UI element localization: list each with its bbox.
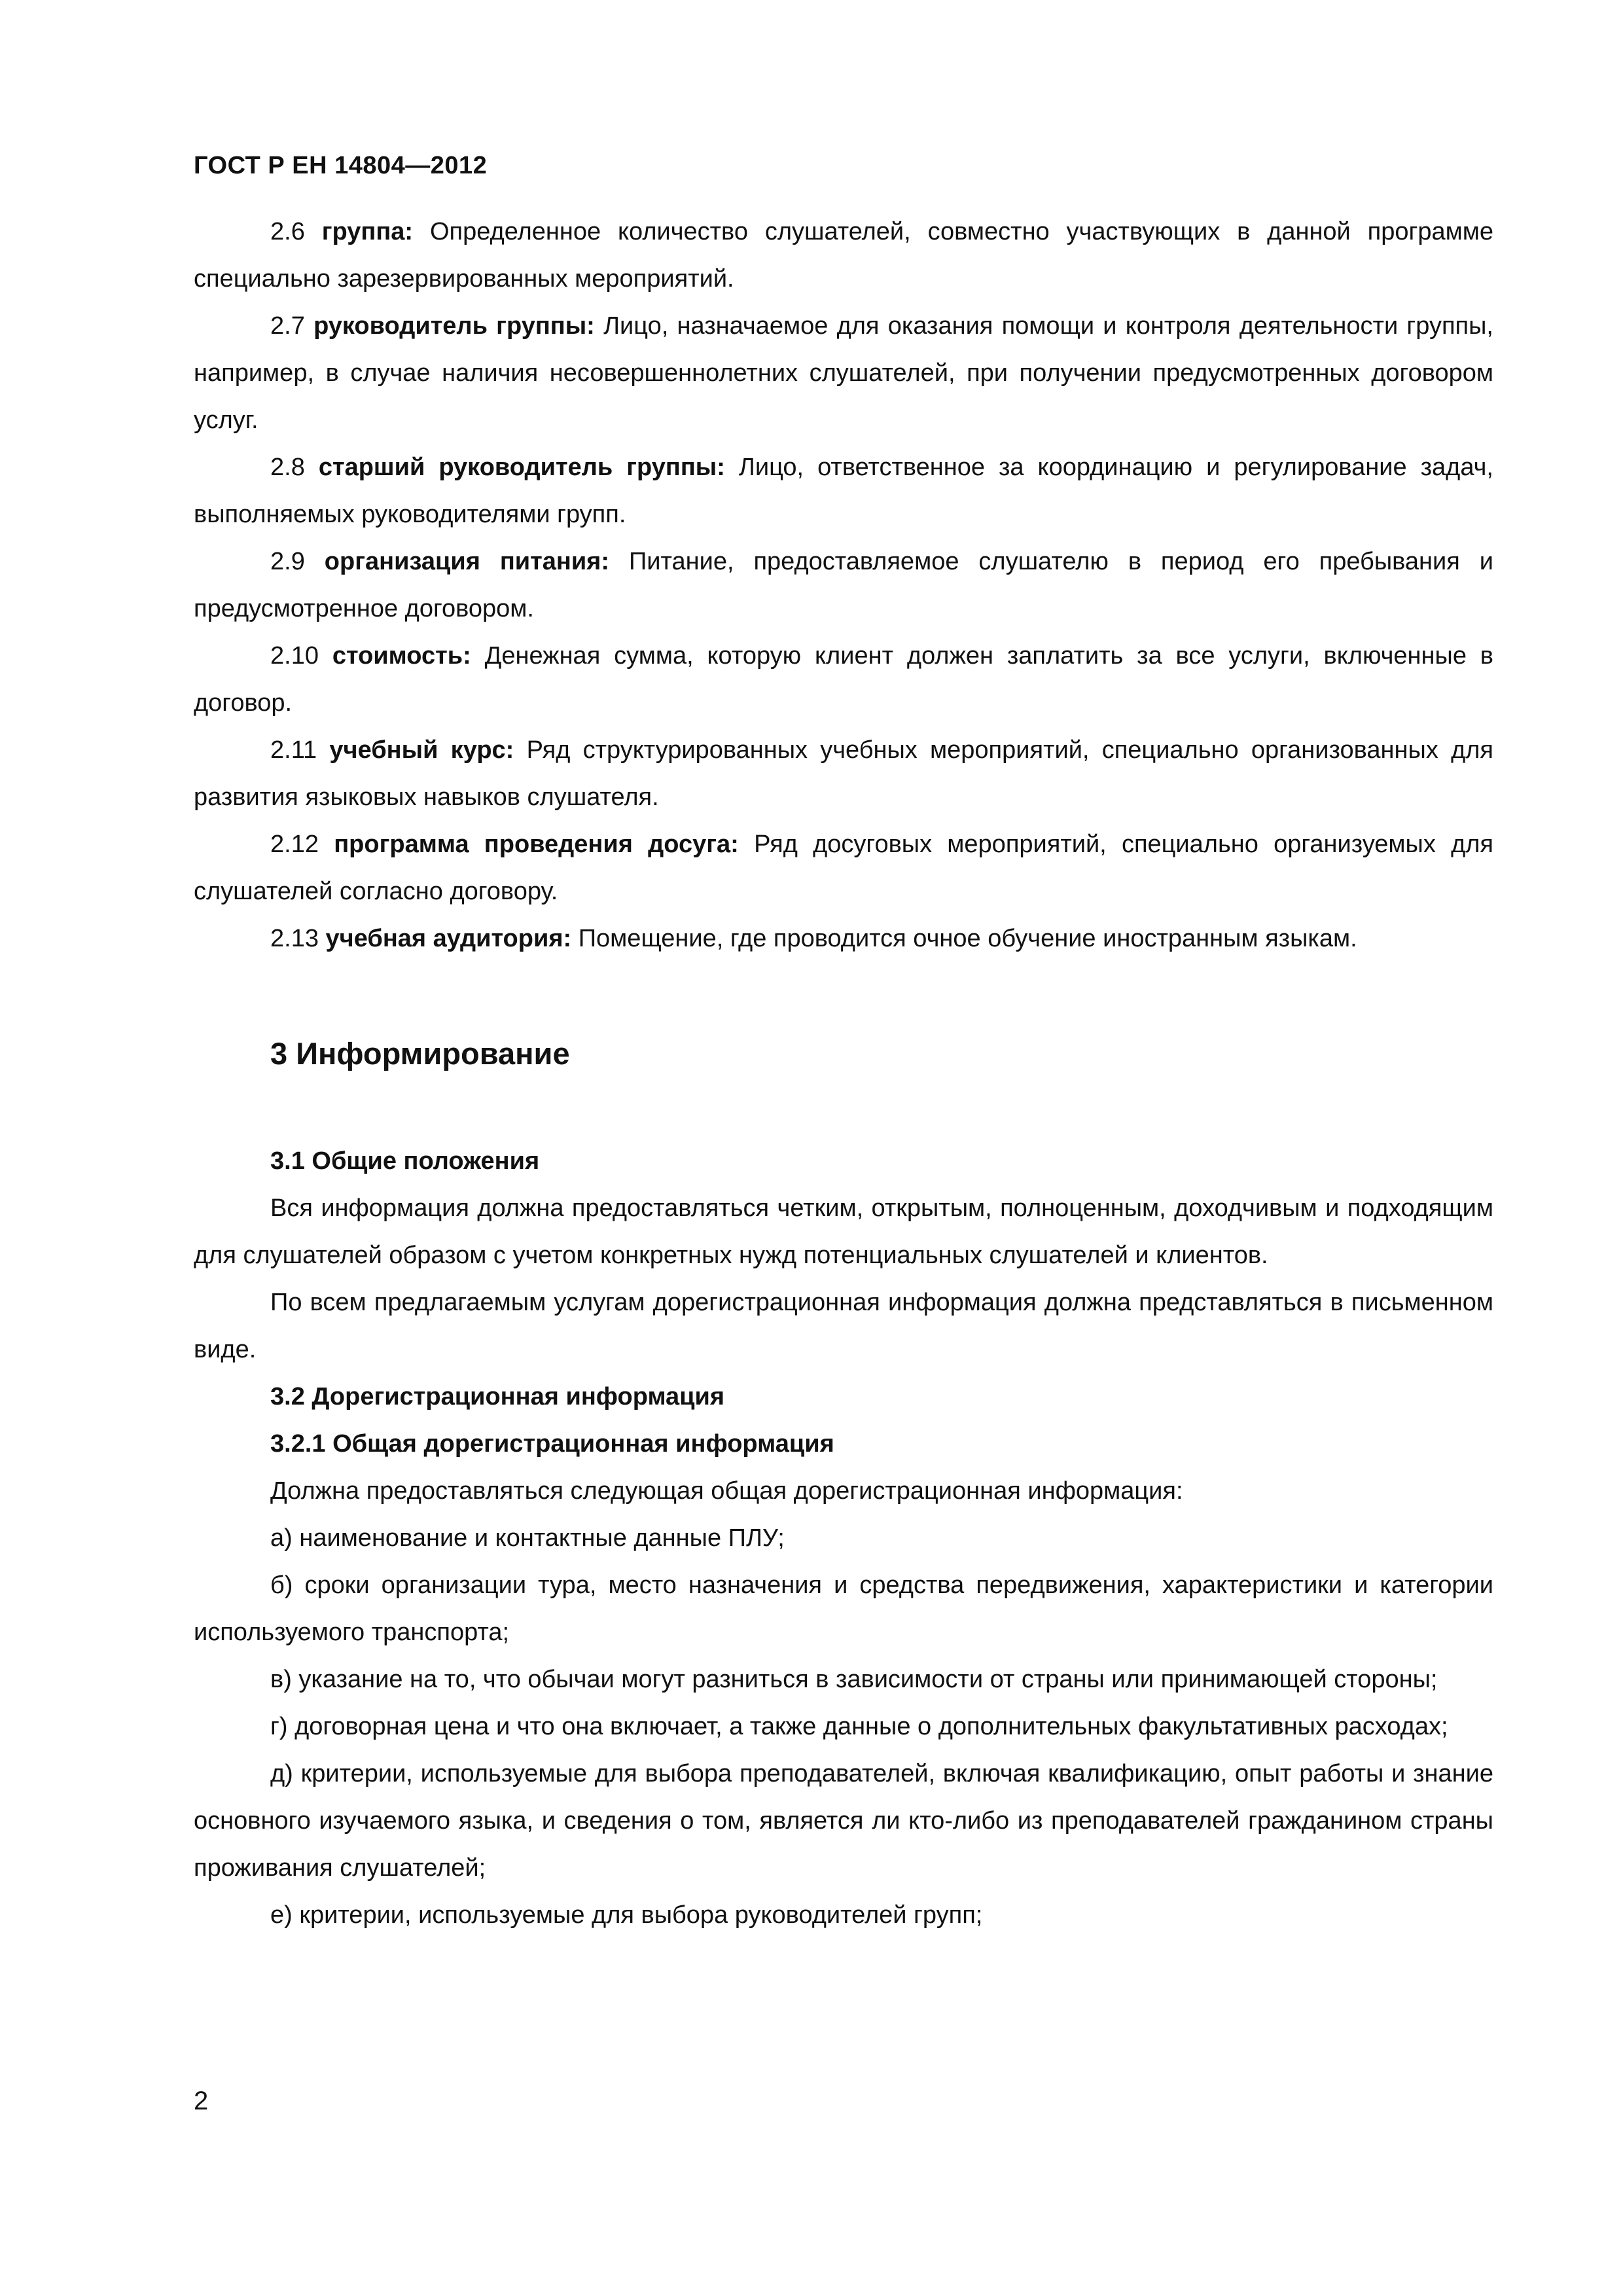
section-3-title: 3 Информирование: [270, 1036, 570, 1071]
definition-term: организация питания:: [324, 548, 610, 575]
subsection-3-2-title: 3.2 Дорегистрационная информация: [270, 1383, 725, 1410]
subsection-3-2-1-title: 3.2.1 Общая дорегистрационная информация: [270, 1430, 834, 1458]
definition-text: Лицо, назначаемое для оказания помощи и контроля деятельности группы, например, в случае наличия несовершеннолетних слушателей, при получении предусмотренных договором услуг.: [194, 312, 1493, 434]
definition-2-11: [194, 726, 1493, 821]
definition-2-13: [194, 915, 1493, 962]
definition-text: Денежная сумма, которую клиент должен заплатить за все услуги, включенные в договор.: [194, 642, 1493, 717]
list-item: е) критерии, используемые для выбора руководителей групп;: [270, 1901, 983, 1929]
definition-2-8: [194, 444, 1493, 538]
definition-number: 2.10: [270, 642, 319, 670]
document-body: [194, 208, 1493, 1939]
definition-term: учебная аудитория:: [325, 925, 572, 952]
definition-text: Определенное количество слушателей, совместно участвующих в данной программе специально зарезервированных мероприятий.: [194, 218, 1494, 293]
definition-number: 2.13: [270, 925, 319, 952]
definition-number: 2.8: [270, 454, 305, 481]
paragraph: Вся информация должна предоставляться четким, открытым, полноценным, доходчивым и подходящим для слушателей образом с учетом конкретных нужд потенциальных слушателей и клиентов.: [194, 1194, 1493, 1269]
list-item: б) сроки организации тура, место назначения и средства передвижения, характеристики и категории используемого транспорта;: [194, 1571, 1493, 1646]
definition-term: программа проведения досуга:: [334, 831, 739, 858]
definition-term: старший руководитель группы:: [318, 454, 725, 481]
definition-term: стоимость:: [332, 642, 471, 670]
definition-text: Лицо, ответственное за координацию и регулирование задач, выполняемых руководителями групп.: [194, 454, 1493, 528]
definition-2-9: [194, 538, 1493, 632]
paragraph: По всем предлагаемым услугам дорегистрационная информация должна представляться в письменном виде.: [194, 1289, 1493, 1363]
definition-term: руководитель группы:: [313, 312, 595, 340]
definition-number: 2.7: [270, 312, 305, 340]
definition-term: группа:: [321, 218, 414, 245]
definition-2-10: [194, 632, 1493, 726]
definition-text: Питание, предоставляемое слушателю в период его пребывания и предусмотренное договором.: [194, 548, 1493, 622]
definition-text: Ряд структурированных учебных мероприятий, специально организованных для развития языковых навыков слушателя.: [194, 736, 1493, 811]
list-item: а) наименование и контактные данные ПЛУ;: [270, 1524, 785, 1552]
definition-text: Ряд досуговых мероприятий, специально организуемых для слушателей согласно договору.: [194, 831, 1494, 905]
list-item: д) критерии, используемые для выбора преподавателей, включая квалификацию, опыт работы и знание основного изучаемого языка, и сведения о том, является ли кто-либо из преподавателей гражданином страны проживания слушателей;: [194, 1760, 1493, 1882]
definition-2-6: [194, 208, 1493, 302]
list-item: в) указание на то, что обычаи могут разниться в зависимости от страны или принимающей стороны;: [270, 1666, 1438, 1693]
page-number: 2: [194, 2087, 209, 2115]
document-header: ГОСТ Р ЕН 14804—2012: [194, 152, 488, 179]
definition-term: учебный курс:: [329, 736, 514, 764]
list-intro: Должна предоставляться следующая общая дорегистрационная информация:: [270, 1477, 1183, 1505]
definition-number: 2.11: [270, 736, 317, 764]
definition-2-7: [194, 302, 1493, 444]
subsection-3-1-title: 3.1 Общие положения: [270, 1147, 540, 1175]
definition-number: 2.9: [270, 548, 305, 575]
definition-number: 2.12: [270, 831, 319, 858]
definition-2-12: [194, 821, 1493, 915]
definition-text: Помещение, где проводится очное обучение иностранным языкам.: [578, 925, 1357, 952]
definition-number: 2.6: [270, 218, 305, 245]
list-item: г) договорная цена и что она включает, а также данные о дополнительных факультативных расходах;: [270, 1713, 1448, 1740]
